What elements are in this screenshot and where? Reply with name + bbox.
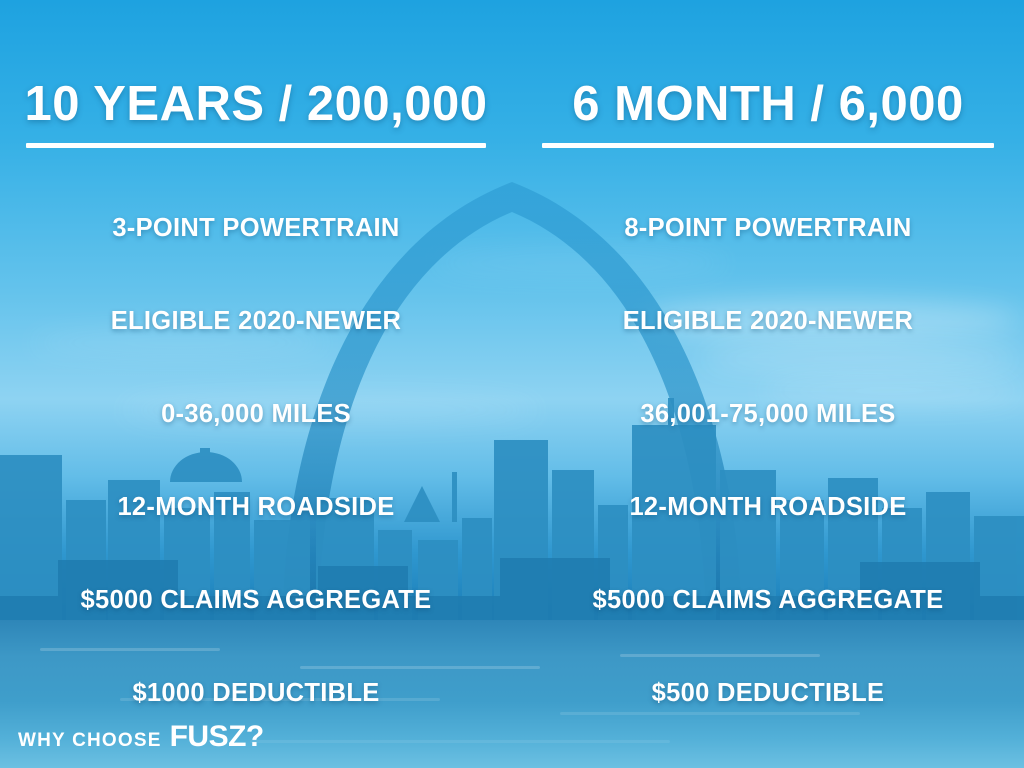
list-item: $500 DEDUCTIBLE xyxy=(651,679,885,707)
list-item: 8-POINT POWERTRAIN xyxy=(624,214,912,242)
plan-title-left: 10 YEARS / 200,000 xyxy=(24,77,488,131)
list-item: $5000 CLAIMS AGGREGATE xyxy=(80,586,432,614)
plan-feature-list-right xyxy=(593,182,944,740)
comparison-columns xyxy=(0,77,1024,740)
brand-name: FUSZ? xyxy=(169,720,264,753)
list-item: 36,001-75,000 MILES xyxy=(640,400,896,428)
list-item: $1000 DEDUCTIBLE xyxy=(132,679,380,707)
plan-column-right xyxy=(512,77,1024,740)
plan-column-left xyxy=(0,77,512,740)
list-item: $5000 CLAIMS AGGREGATE xyxy=(592,586,944,614)
list-item: 0-36,000 MILES xyxy=(161,400,351,428)
list-item: 12-MONTH ROADSIDE xyxy=(629,493,907,521)
title-underline-right xyxy=(542,143,994,148)
plan-feature-list-left xyxy=(81,182,432,740)
title-underline-left xyxy=(26,143,486,148)
list-item: ELIGIBLE 2020-NEWER xyxy=(622,307,914,335)
list-item: 12-MONTH ROADSIDE xyxy=(117,493,395,521)
list-item: ELIGIBLE 2020-NEWER xyxy=(110,307,402,335)
brand-footer xyxy=(18,720,264,754)
list-item: 3-POINT POWERTRAIN xyxy=(112,214,400,242)
footer-tagline: WHY CHOOSE xyxy=(18,730,162,751)
plan-title-right: 6 MONTH / 6,000 xyxy=(572,77,964,131)
